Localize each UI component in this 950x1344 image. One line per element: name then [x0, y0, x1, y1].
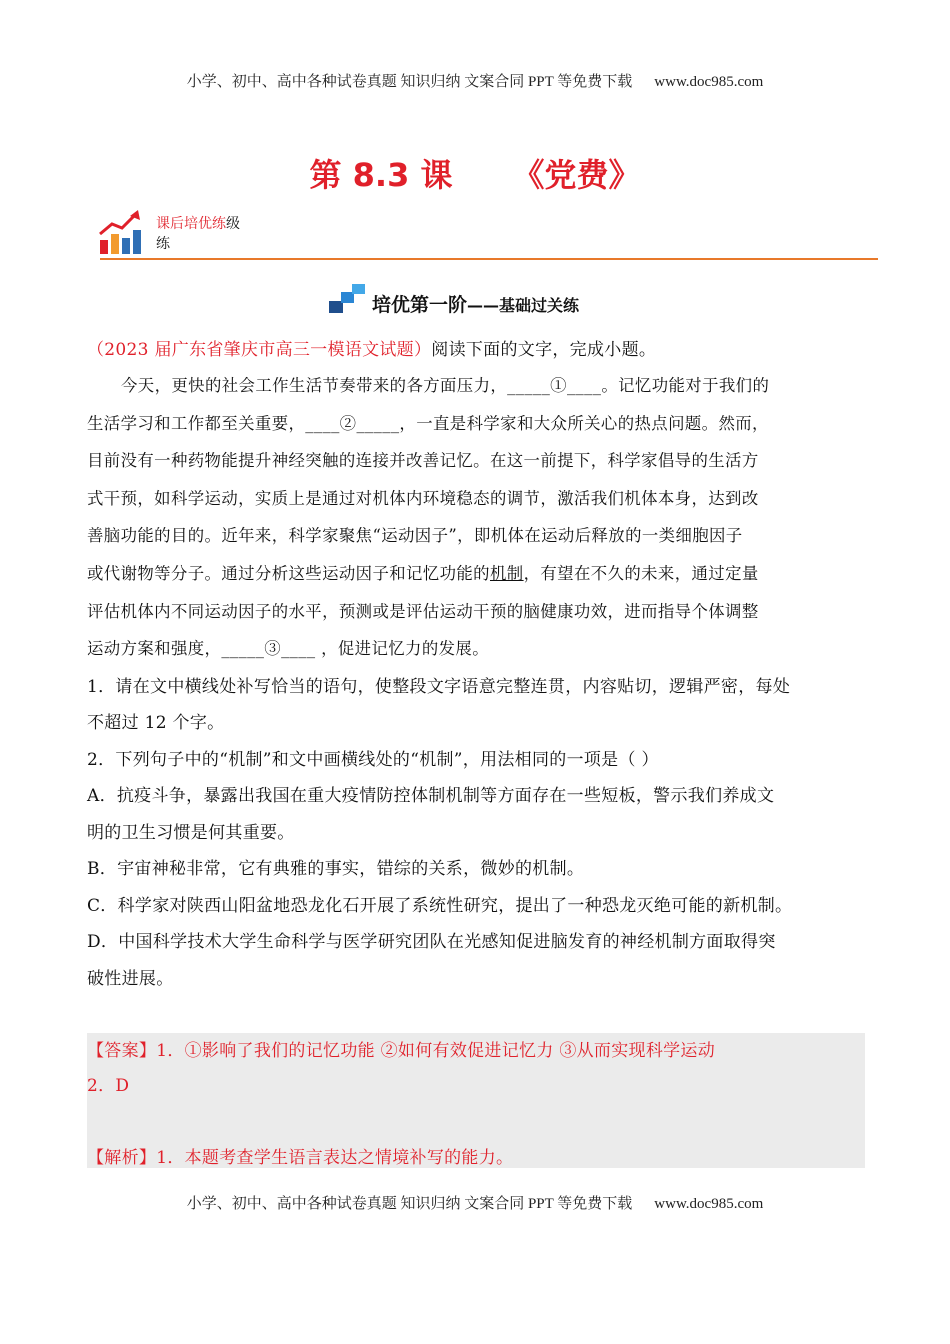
- analysis-line: [87, 1140, 513, 1176]
- option-d: D．中国科学技术大学生命科学与医学研究团队在光感知促进脑发育的神经机制方面取得突: [87, 932, 776, 953]
- answer-line: [87, 1033, 715, 1069]
- answer-box: [87, 1033, 865, 1168]
- underlined-term: 机制: [489, 563, 524, 583]
- page-title: [0, 150, 950, 196]
- badge-second-line: 练: [156, 236, 170, 252]
- option-a-cont: 明的卫生习惯是何其重要。: [87, 822, 295, 843]
- badge-red-text: 课后培优练: [156, 216, 226, 232]
- passage-line: 评估机体内不同运动因子的水平，预测或是评估运动干预的脑健康功效，进而指导个体调整: [87, 601, 759, 621]
- analysis-label: 【解析】: [87, 1148, 157, 1168]
- option-b: B．宇宙神秘非常，它有典雅的事实，错综的关系，微妙的机制。: [87, 859, 585, 880]
- section-subtitle: ——基础过关练: [467, 296, 580, 315]
- reading-passage: [87, 367, 865, 668]
- page-footer: [0, 1192, 950, 1213]
- questions: [87, 669, 865, 998]
- answer-text-1: 1．①影响了我们的记忆功能 ②如何有效促进记忆力 ③从而实现科学运动: [156, 1041, 716, 1061]
- header-rule: [100, 258, 878, 260]
- practice-badge: [156, 214, 240, 254]
- passage-text: ，有望在不久的未来，通过定量: [523, 563, 759, 583]
- page-header: [0, 70, 950, 91]
- badge-black-text: 级: [226, 216, 240, 232]
- footer-text: 小学、初中、高中各种试卷真题 知识归纳 文案合同 PPT 等免费下载: [186, 1196, 633, 1212]
- question-2: 2．下列句子中的“机制”和文中画横线处的“机制”，用法相同的一项是（ ）: [87, 749, 659, 770]
- option-d-cont: 破性进展。: [87, 968, 174, 989]
- passage-line: 生活学习和工作都至关重要，____②_____，一直是科学家和大众所关心的热点问题。然而，: [87, 413, 769, 433]
- answer-label: 【答案】: [87, 1041, 157, 1061]
- analysis-text-1: 1．本题考查学生语言表达之情境补写的能力。: [156, 1148, 514, 1168]
- question-1: 1．请在文中横线处补写恰当的语句，使整段文字语意完整连贯，内容贴切，逻辑严密，每处: [87, 676, 791, 697]
- question-source: [87, 333, 865, 367]
- passage-line: 今天，更快的社会工作生活节奏带来的各方面压力，_____①____。记忆功能对于我们的: [121, 376, 770, 395]
- rising-chart-icon: [98, 210, 158, 258]
- passage-line: 式干预，如科学运动，实质上是通过对机体内环境稳态的调节，激活我们机体本身，达到改: [87, 488, 759, 508]
- footer-site[interactable]: www.doc985.com: [654, 1196, 764, 1212]
- passage-line: 运动方案和强度，_____③____ ，促进记忆力的发展。: [87, 639, 489, 659]
- source-tag: （2023 届广东省肇庆市高三一模语文试题）: [87, 340, 432, 360]
- passage-text: 或代谢物等分子。通过分析这些运动因子和记忆功能的: [87, 563, 490, 583]
- passage-line: [87, 555, 865, 593]
- lesson-name: 《党费》: [512, 156, 641, 194]
- question-1-cont: 不超过 12 个字。: [87, 713, 225, 734]
- answer-text-2: 2．D: [87, 1076, 130, 1096]
- header-text: 小学、初中、高中各种试卷真题 知识归纳 文案合同 PPT 等免费下载: [186, 74, 633, 90]
- stairs-icon: [327, 283, 367, 315]
- option-a: A．抗疫斗争，暴露出我国在重大疫情防控体制机制等方面存在一些短板，警示我们养成文: [87, 786, 775, 807]
- passage-line: 目前没有一种药物能提升神经突触的连接并改善记忆。在这一前提下，科学家倡导的生活方: [87, 451, 759, 471]
- header-site[interactable]: www.doc985.com: [654, 74, 764, 90]
- section-title: [372, 290, 579, 317]
- lesson-number: 第 8.3 课: [309, 156, 453, 194]
- passage-line: 善脑功能的目的。近年来，科学家聚焦“运动因子”，即机体在运动后释放的一类细胞因子: [87, 526, 743, 546]
- section-title-main: 培优第一阶: [372, 294, 468, 316]
- question-content: [87, 333, 865, 997]
- option-c: C．科学家对陕西山阳盆地恐龙化石开展了系统性研究，提出了一种恐龙灭绝可能的新机制。: [87, 895, 793, 916]
- source-instruction: 阅读下面的文字，完成小题。: [431, 340, 657, 360]
